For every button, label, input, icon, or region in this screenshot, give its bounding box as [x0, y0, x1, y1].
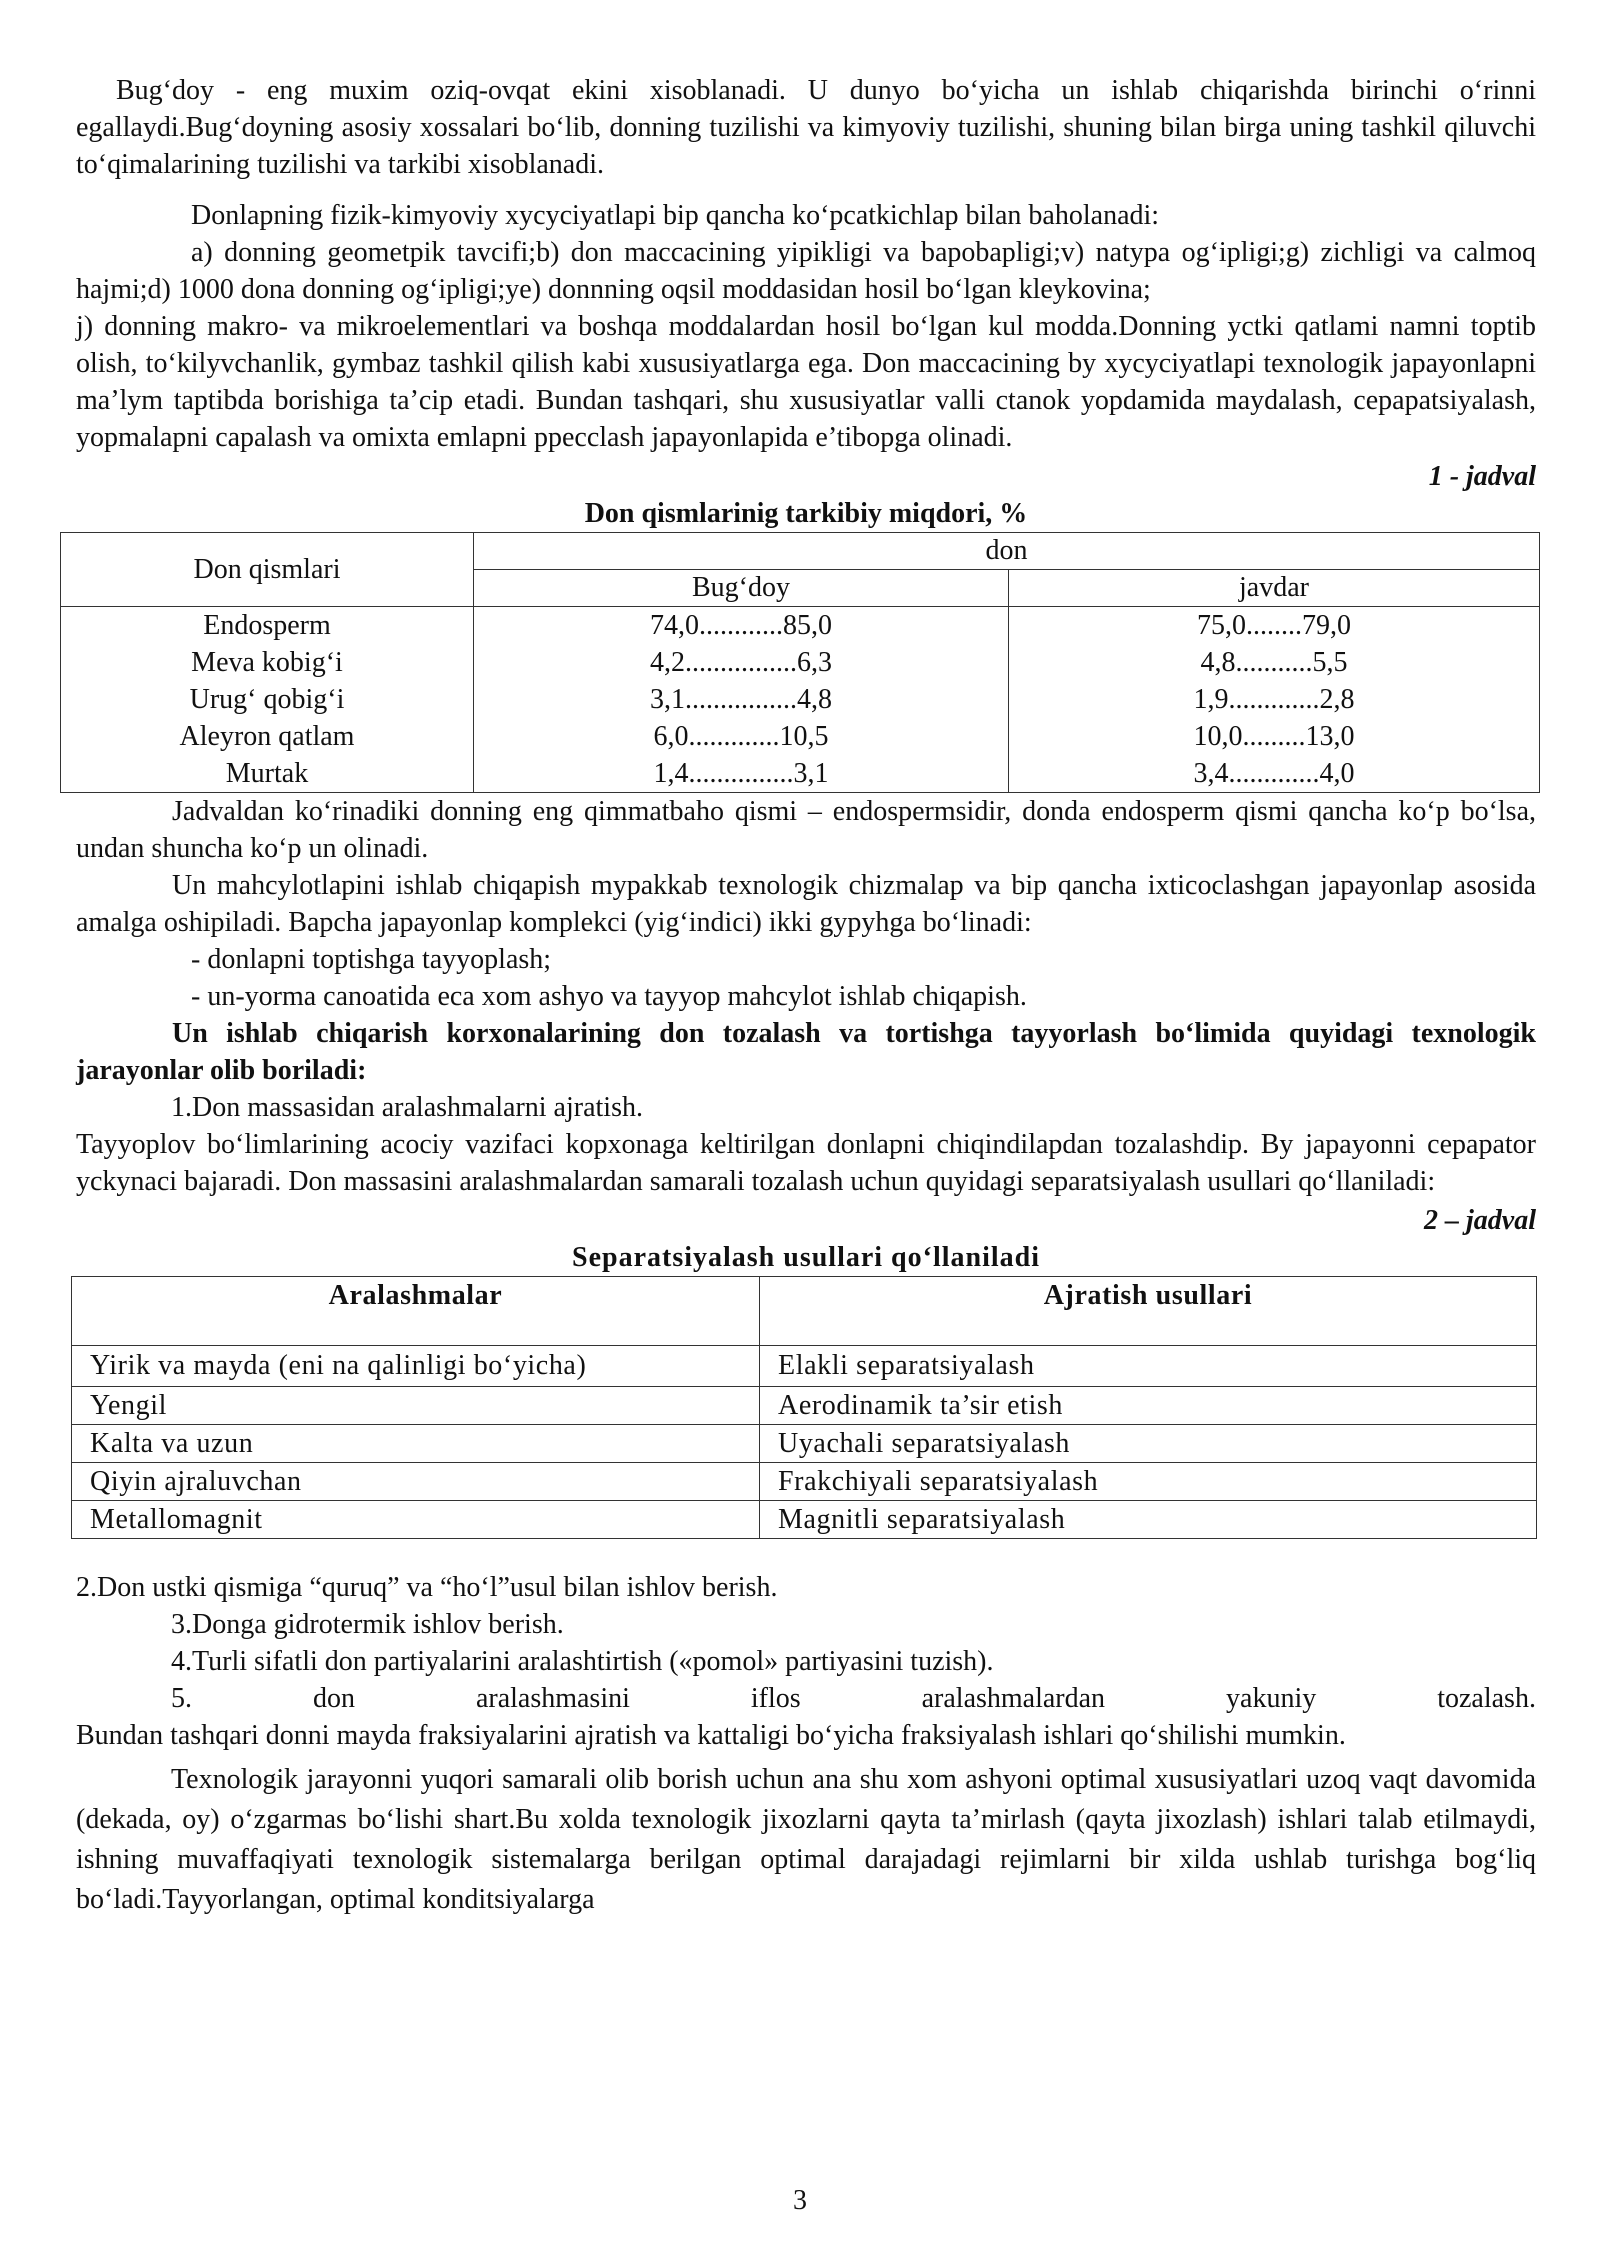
table-row: [72, 1387, 1537, 1425]
table2-header-methods: Ajratish usullari: [760, 1277, 1537, 1346]
table1-title: Don qismlarinig tarkibiy miqdori, %: [584, 498, 1028, 529]
word: aralashmalardan: [921, 1683, 1106, 1714]
table-cell: 74,0............85,0: [474, 607, 1009, 645]
step-4: 4.Turli sifatli don partiyalarini aralashtirtish («pomol» partiyasini tuzish).: [171, 1646, 994, 1677]
word: don: [312, 1683, 355, 1714]
table-cell: Uyachali separatsiyalash: [760, 1425, 1537, 1463]
step-5: [76, 1680, 1536, 1717]
paragraph-step5-cont: Bundan tashqari donni mayda fraksiyalarini ajratish va kattaligi bo‘yicha fraksiyalash ishlari qo‘shilishi mumkin.: [76, 1720, 1346, 1751]
page-number: 3: [793, 2185, 807, 2216]
table-cell: Elakli separatsiyalash: [760, 1346, 1537, 1387]
table2-label: 2 – jadval: [1424, 1205, 1536, 1236]
word: tozalash.: [1437, 1683, 1536, 1714]
grain-parts-table: [60, 532, 1540, 793]
table-cell: Yirik va mayda (eni na qalinligi bo‘yicha): [72, 1346, 760, 1387]
word: aralashmasini: [475, 1683, 630, 1714]
table-cell: 6,0.............10,5: [474, 718, 1009, 755]
step-2: 2.Don ustki qismiga “quruq” va “ho‘l”usul bilan ishlov berish.: [76, 1572, 778, 1603]
table-row: [61, 681, 1540, 718]
table-cell: Magnitli separatsiyalash: [760, 1501, 1537, 1539]
table-cell: Metallomagnit: [72, 1501, 760, 1539]
list-item: - donlapni toptishga tayyoplash;: [191, 944, 552, 975]
paragraph-properties-cont: j) donning makro- va mikroelementlari va boshqa moddalardan hosil bo‘lgan kul modda.Donning yctki qatlami namni toptib olish, to‘kilyvchanlik, gymbaz tashkil qilish kabi xususiyatlarga ega. Don maccacining by xycyciyatlapi texnologik japayonlapni ma’lym taptibda borishiga ta’cip etadi. Bundan tashqari, shu xususiyatlar valli ctanok yopdamida maydalash, cepapatsiyalash, yopmalapni capalash va omixta emlapni ppecclash japayonlapida e’tibopga olinadi.: [76, 311, 1536, 453]
paragraph-production: Un mahcylotlapini ishlab chiqapish mypakkab texnologik chizmalap va bip qancha ixticoclashgan japayonlap asosida amalga oshipiladi. Bapcha japayonlap komplekci (yig‘indici) ikki gypyhga bo‘linadi:: [76, 870, 1536, 938]
paragraph-intro: Bug‘doy - eng muxim oziq-ovqat ekini xisoblanadi. U dunyo bo‘yicha un ishlab chiqarishda birinchi o‘rinni egallaydi.Bug‘doyning asosiy xossalari bo‘lib, donning tuzilishi va kimyoviy tuzilishi, shuning bilan birga uning tashkil qiluvchi to‘qimalarining tuzilishi va tarkibi xisoblanadi.: [76, 75, 1536, 180]
word: 5.: [171, 1683, 192, 1714]
table1-header-group: don: [474, 533, 1540, 570]
table-cell: 3,4.............4,0: [1009, 755, 1540, 793]
paragraph-properties: Donlapning fizik-kimyoviy xycyciyatlapi bip qancha ko‘pcatkichlap bilan baholanadi:: [191, 200, 1160, 231]
table2-header-impurities: Aralashmalar: [72, 1277, 760, 1346]
section-heading: Un ishlab chiqarish korxonalarining don tozalash va tortishga tayyorlash bo‘limida quyidagi texnologik jarayonlar olib boriladi:: [76, 1018, 1536, 1086]
table1-header-rye: javdar: [1009, 570, 1540, 607]
table-cell: Yengil: [72, 1387, 760, 1425]
table1-header-wheat: Bug‘doy: [474, 570, 1009, 607]
table-row: [61, 607, 1540, 645]
paragraph-separation: Tayyoplov bo‘limlarining acociy vazifaci kopxonaga keltirilgan donlapni chiqindilapdan tozalashdip. By japayonni cepapator yckynaci bajaradi. Don massasini aralashmalardan samarali tozalash uchun quyidagi separatsiyalash usullari qo‘llaniladi:: [76, 1129, 1536, 1197]
table-row: [72, 1346, 1537, 1387]
paragraph-endosperm: Jadvaldan ko‘rinadiki donning eng qimmatbaho qismi – endospermsidir, donda endosperm qismi qancha ko‘p bo‘lsa, undan shuncha ko‘p un olinadi.: [76, 796, 1536, 864]
table-cell: Aerodinamik ta’sir etish: [760, 1387, 1537, 1425]
table-cell: Murtak: [61, 755, 474, 793]
table-cell: 1,9.............2,8: [1009, 681, 1540, 718]
paragraph-technology: Texnologik jarayonni yuqori samarali olib borish uchun ana shu xom ashyoni optimal xususiyatlari uzoq vaqt davomida (dekada, oy) o‘zgarmas bo‘lishi shart.Bu xolda texnologik jixozlarni qayta ta’mirlash (qayta jixozlash) ishlari talab etilmaydi, ishning muvaffaqiyati texnologik sistemalarga berilgan optimal darajadagi rejimlarni bir xilda ushlab turishga bog‘liq bo‘ladi.Tayyorlangan, optimal konditsiyalarga: [76, 1764, 1536, 1915]
word: iflos: [750, 1683, 801, 1714]
list-item: - un-yorma canoatida eca xom ashyo va tayyop mahcylot ishlab chiqapish.: [191, 981, 1027, 1012]
table-row: [72, 1425, 1537, 1463]
table-cell: 75,0........79,0: [1009, 607, 1540, 645]
table-row: [72, 1463, 1537, 1501]
table-cell: Urug‘ qobig‘i: [61, 681, 474, 718]
table-cell: Aleyron qatlam: [61, 718, 474, 755]
table-cell: Meva kobig‘i: [61, 644, 474, 681]
table-cell: Qiyin ajraluvchan: [72, 1463, 760, 1501]
table-row: [61, 644, 1540, 681]
process-groups-list: [76, 941, 1536, 1015]
table-cell: 3,1................4,8: [474, 681, 1009, 718]
table-cell: 4,8...........5,5: [1009, 644, 1540, 681]
document-page: [76, 72, 1536, 1920]
table1-header-parts: Don qismlari: [61, 533, 474, 607]
table-cell: 4,2................6,3: [474, 644, 1009, 681]
table-cell: 10,0.........13,0: [1009, 718, 1540, 755]
table-row: [61, 718, 1540, 755]
separation-methods-table: [71, 1276, 1537, 1539]
table-cell: 1,4...............3,1: [474, 755, 1009, 793]
table2-title: Separatsiyalash usullari qo‘llaniladi: [572, 1242, 1040, 1273]
table-row: [72, 1501, 1537, 1539]
table-cell: Endosperm: [61, 607, 474, 645]
paragraph-properties-list: a) donning geometpik tavcifi;b) don maccacining yipikligi va bapobapligi;v) natypa og‘ipligi;g) zichligi va calmoq hajmi;d) 1000 dona donning og‘ipligi;ye) donnning oqsil moddasidan hosil bo‘lgan kleykovina;: [76, 237, 1536, 305]
table1-label: 1 - jadval: [1428, 461, 1536, 492]
step-1: 1.Don massasidan aralashmalarni ajratish.: [171, 1092, 643, 1123]
table-cell: Frakchiyali separatsiyalash: [760, 1463, 1537, 1501]
table-row: [61, 755, 1540, 793]
table-cell: Kalta va uzun: [72, 1425, 760, 1463]
word: yakuniy: [1226, 1683, 1317, 1714]
step-3: 3.Donga gidrotermik ishlov berish.: [171, 1609, 564, 1640]
